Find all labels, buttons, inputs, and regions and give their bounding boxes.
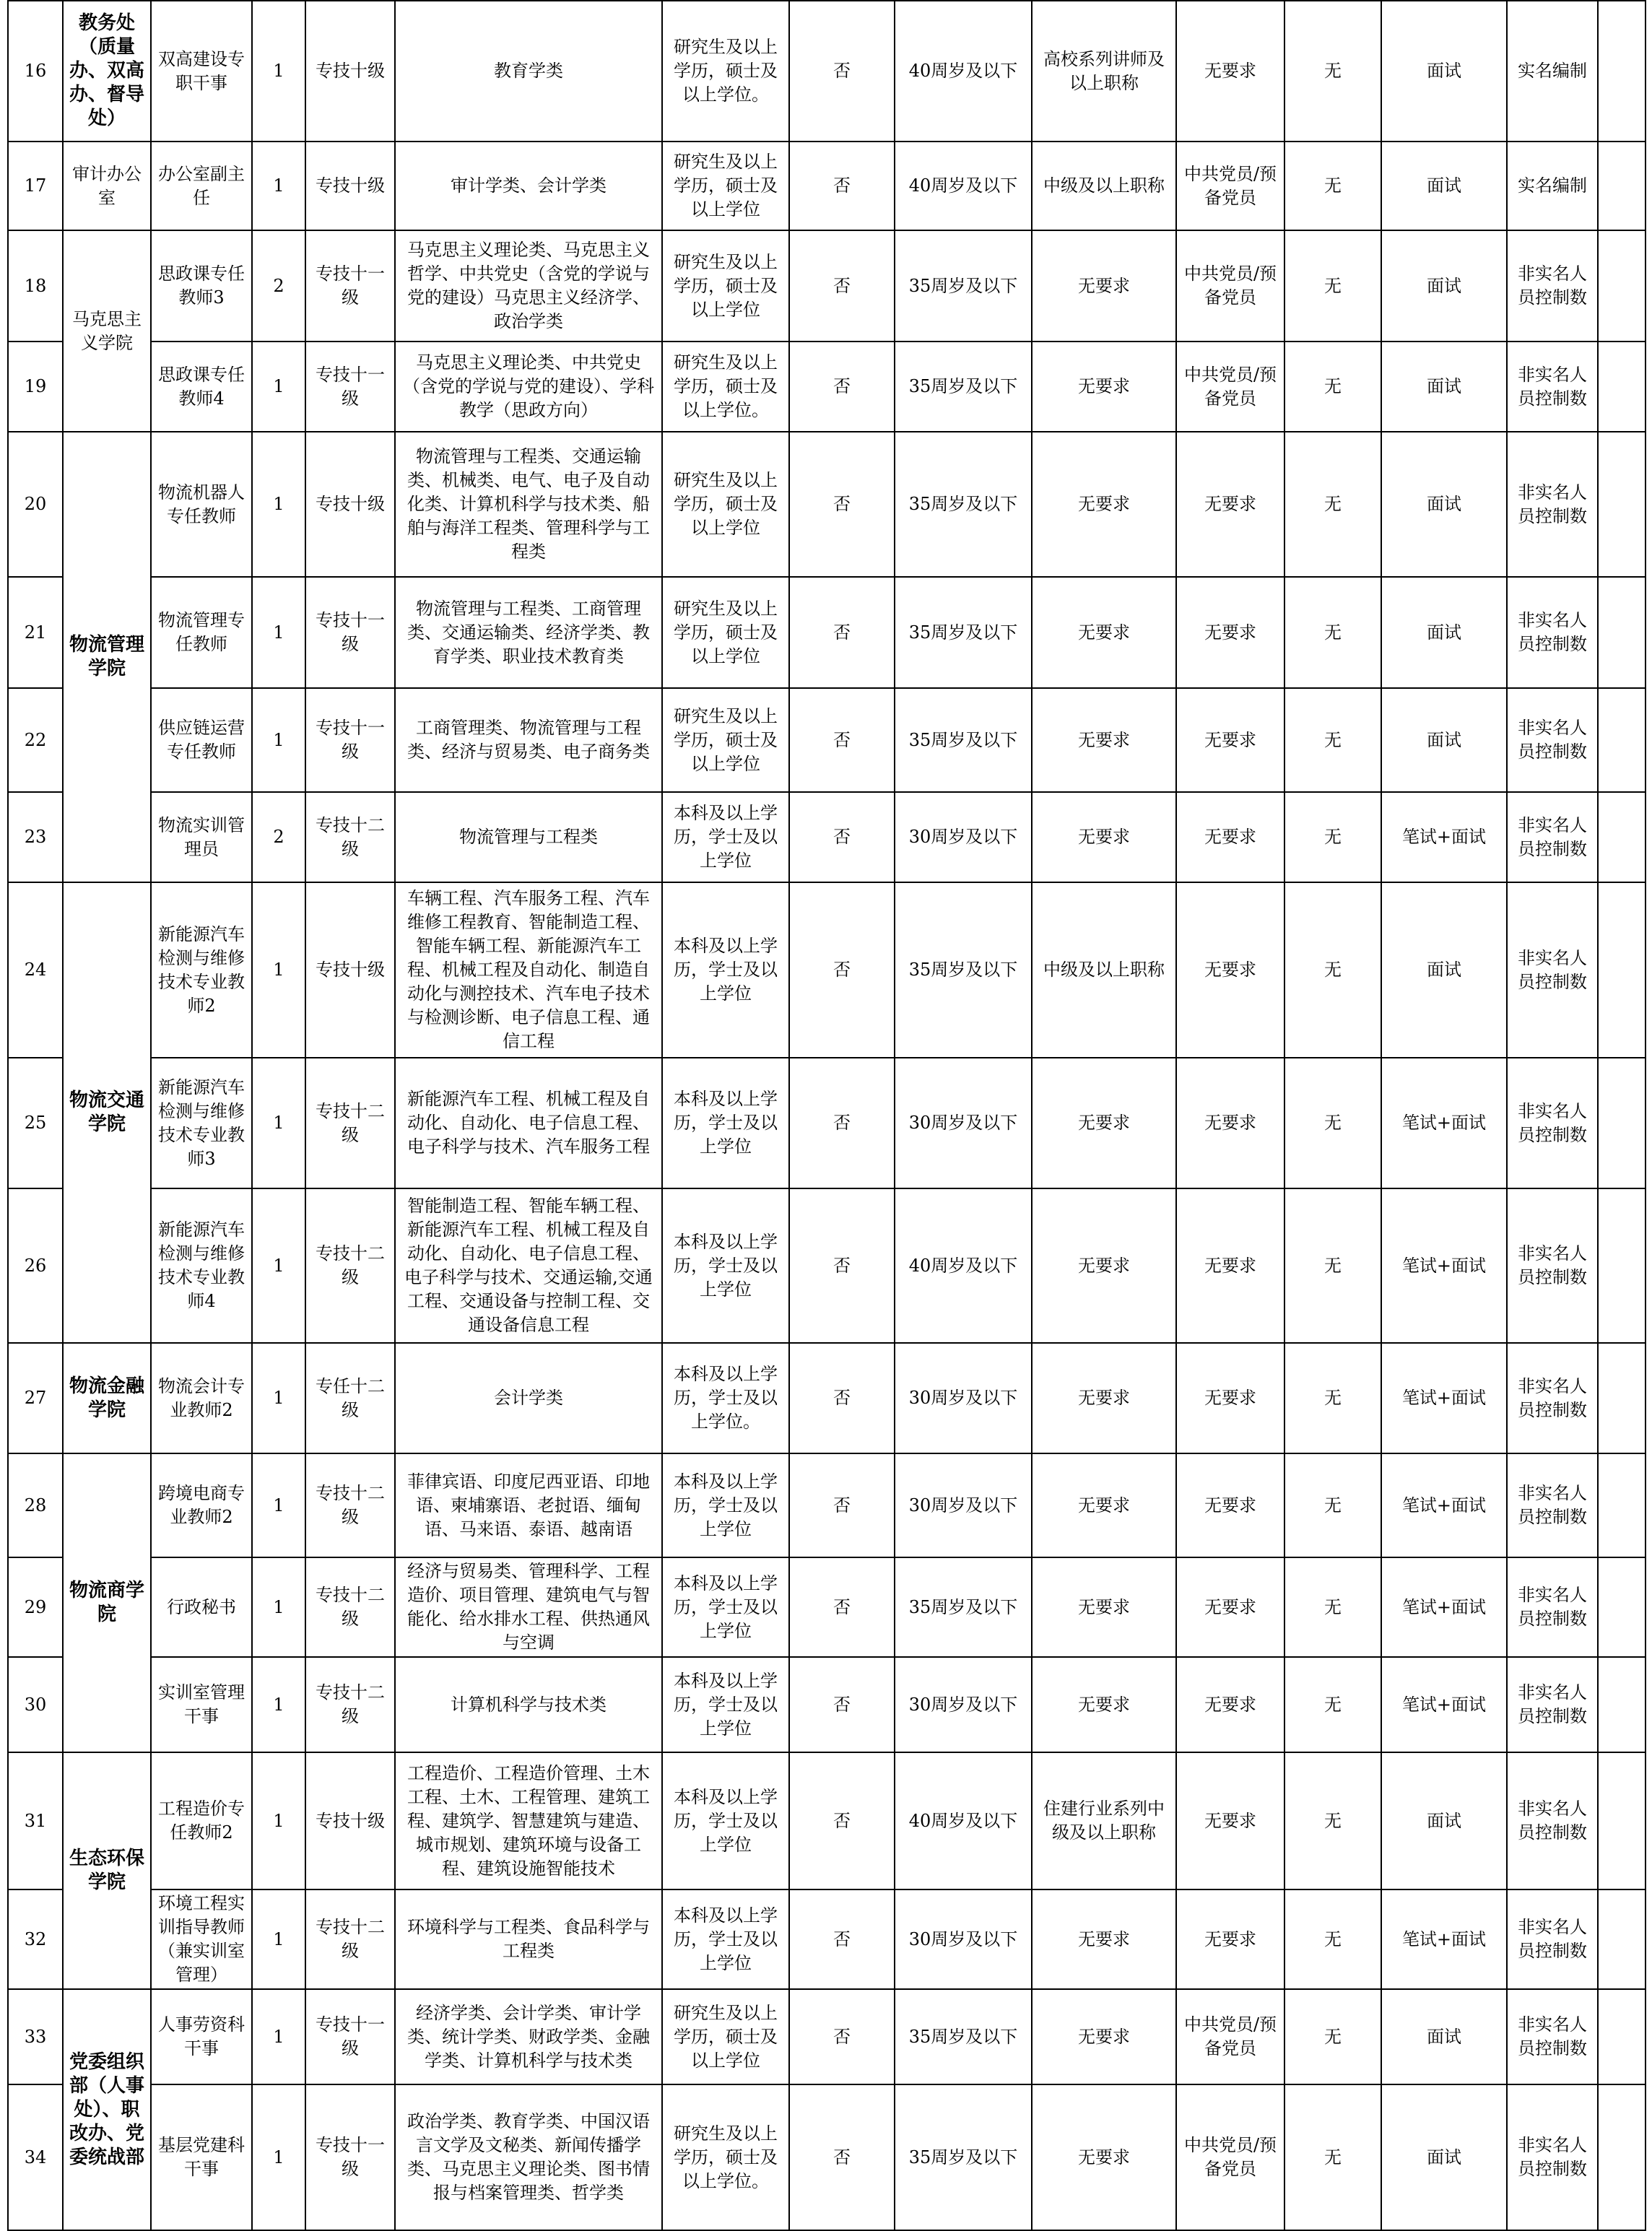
education-requirement: 研究生及以上学历，硕士及以上学位。 [662,1,789,142]
department-cell: 物流交通学院 [63,882,151,1343]
major-requirement: 物流管理与工程类 [395,792,662,882]
staffing-type: 非实名人员控制数 [1507,882,1598,1058]
department-cell: 教务处（质量办、双高办、督导处） [63,1,151,142]
other-requirement: 无 [1284,142,1381,230]
exam-method: 笔试+面试 [1381,1453,1507,1557]
hiring-count: 2 [252,230,305,342]
blank-cell [1598,142,1646,230]
certificate-flag: 否 [789,577,895,688]
position-name: 环境工程实训指导教师（兼实训室管理） [151,1889,252,1989]
certificate-flag: 否 [789,1343,895,1453]
certificate-flag: 否 [789,1453,895,1557]
blank-cell [1598,342,1646,432]
exam-method: 面试 [1381,142,1507,230]
major-requirement: 计算机科学与技术类 [395,1657,662,1752]
hiring-count: 1 [252,1752,305,1889]
education-requirement: 本科及以上学历，学士及以上学位 [662,1453,789,1557]
row-number: 28 [8,1453,63,1557]
title-requirement: 无要求 [1032,1557,1176,1657]
education-requirement: 研究生及以上学历，硕士及以上学位 [662,1989,789,2084]
blank-cell [1598,1752,1646,1889]
position-name: 思政课专任教师4 [151,342,252,432]
title-requirement: 无要求 [1032,230,1176,342]
post-level: 专技十二级 [305,1557,395,1657]
blank-cell [1598,432,1646,577]
blank-cell [1598,1188,1646,1343]
title-requirement: 无要求 [1032,1343,1176,1453]
other-requirement: 无 [1284,432,1381,577]
major-requirement: 经济学类、会计学类、审计学类、统计学类、财政学类、金融学类、计算机科学与技术类 [395,1989,662,2084]
table-row [8,882,1646,1058]
other-requirement: 无 [1284,2084,1381,2230]
blank-cell [1598,688,1646,792]
row-number: 16 [8,1,63,142]
staffing-type: 非实名人员控制数 [1507,1989,1598,2084]
table-row [8,342,1646,432]
department-cell: 物流管理学院 [63,432,151,882]
position-name: 供应链运营专任教师 [151,688,252,792]
position-name: 跨境电商专业教师2 [151,1453,252,1557]
other-requirement: 无 [1284,342,1381,432]
blank-cell [1598,882,1646,1058]
major-requirement: 菲律宾语、印度尼西亚语、印地语、柬埔寨语、老挝语、缅甸语、马来语、泰语、越南语 [395,1453,662,1557]
certificate-flag: 否 [789,1989,895,2084]
title-requirement: 无要求 [1032,1889,1176,1989]
other-requirement: 无 [1284,577,1381,688]
table-row [8,432,1646,577]
major-requirement: 物流管理与工程类、交通运输类、机械类、电气、电子及自动化类、计算机科学与技术类、船舶与海洋工程类、管理科学与工程类 [395,432,662,577]
title-requirement: 无要求 [1032,1989,1176,2084]
major-requirement: 智能制造工程、智能车辆工程、新能源汽车工程、机械工程及自动化、自动化、电子信息工程、电子科学与技术、交通运输,交通工程、交通设备与控制工程、交通设备信息工程 [395,1188,662,1343]
education-requirement: 研究生及以上学历，硕士及以上学位。 [662,2084,789,2230]
other-requirement: 无 [1284,1557,1381,1657]
education-requirement: 本科及以上学历，学士及以上学位 [662,792,789,882]
table-row [8,792,1646,882]
major-requirement: 会计学类 [395,1343,662,1453]
age-requirement: 35周岁及以下 [895,1989,1032,2084]
political-requirement: 无要求 [1176,688,1284,792]
certificate-flag: 否 [789,342,895,432]
title-requirement: 无要求 [1032,1657,1176,1752]
other-requirement: 无 [1284,882,1381,1058]
other-requirement: 无 [1284,1752,1381,1889]
political-requirement: 无要求 [1176,577,1284,688]
staffing-type: 非实名人员控制数 [1507,1453,1598,1557]
post-level: 专技十一级 [305,688,395,792]
position-name: 物流机器人专任教师 [151,432,252,577]
table-row [8,577,1646,688]
row-number: 34 [8,2084,63,2230]
political-requirement: 无要求 [1176,1752,1284,1889]
other-requirement: 无 [1284,1453,1381,1557]
staffing-type: 非实名人员控制数 [1507,2084,1598,2230]
political-requirement: 无要求 [1176,882,1284,1058]
position-name: 人事劳资科干事 [151,1989,252,2084]
staffing-type: 非实名人员控制数 [1507,1889,1598,1989]
table-row [8,1,1646,142]
exam-method: 面试 [1381,577,1507,688]
education-requirement: 本科及以上学历，学士及以上学位。 [662,1343,789,1453]
education-requirement: 本科及以上学历，学士及以上学位 [662,1889,789,1989]
other-requirement: 无 [1284,1343,1381,1453]
age-requirement: 40周岁及以下 [895,142,1032,230]
major-requirement: 政治学类、教育学类、中国汉语言文学及文秘类、新闻传播学类、马克思主义理论类、图书情报与档案管理类、哲学类 [395,2084,662,2230]
education-requirement: 本科及以上学历，学士及以上学位 [662,1557,789,1657]
exam-method: 面试 [1381,432,1507,577]
education-requirement: 本科及以上学历，学士及以上学位 [662,1657,789,1752]
post-level: 专技十二级 [305,1058,395,1188]
age-requirement: 35周岁及以下 [895,342,1032,432]
staffing-type: 非实名人员控制数 [1507,1557,1598,1657]
exam-method: 面试 [1381,1752,1507,1889]
table-row [8,1989,1646,2084]
recruitment-table [7,0,1646,2231]
title-requirement: 无要求 [1032,1453,1176,1557]
age-requirement: 30周岁及以下 [895,1453,1032,1557]
certificate-flag: 否 [789,1058,895,1188]
exam-method: 面试 [1381,342,1507,432]
position-name: 新能源汽车检测与维修技术专业教师4 [151,1188,252,1343]
position-name: 新能源汽车检测与维修技术专业教师3 [151,1058,252,1188]
major-requirement: 新能源汽车工程、机械工程及自动化、自动化、电子信息工程、电子科学与技术、汽车服务工程 [395,1058,662,1188]
row-number: 26 [8,1188,63,1343]
other-requirement: 无 [1284,1188,1381,1343]
title-requirement: 无要求 [1032,577,1176,688]
exam-method: 面试 [1381,1,1507,142]
title-requirement: 无要求 [1032,688,1176,792]
post-level: 专技十二级 [305,1188,395,1343]
staffing-type: 非实名人员控制数 [1507,1752,1598,1889]
staffing-type: 实名编制 [1507,1,1598,142]
post-level: 专技十二级 [305,792,395,882]
department-cell: 物流商学院 [63,1453,151,1752]
position-name: 物流管理专任教师 [151,577,252,688]
department-cell: 审计办公室 [63,142,151,230]
staffing-type: 非实名人员控制数 [1507,792,1598,882]
title-requirement: 高校系列讲师及以上职称 [1032,1,1176,142]
hiring-count: 1 [252,1188,305,1343]
blank-cell [1598,1657,1646,1752]
staffing-type: 实名编制 [1507,142,1598,230]
table-row [8,1657,1646,1752]
position-name: 行政秘书 [151,1557,252,1657]
row-number: 18 [8,230,63,342]
post-level: 专技十级 [305,142,395,230]
post-level: 专技十级 [305,882,395,1058]
title-requirement: 中级及以上职称 [1032,142,1176,230]
hiring-count: 1 [252,1058,305,1188]
staffing-type: 非实名人员控制数 [1507,342,1598,432]
major-requirement: 教育学类 [395,1,662,142]
hiring-count: 1 [252,142,305,230]
political-requirement: 中共党员/预备党员 [1176,230,1284,342]
staffing-type: 非实名人员控制数 [1507,1343,1598,1453]
blank-cell [1598,1,1646,142]
exam-method: 笔试+面试 [1381,1058,1507,1188]
political-requirement: 无要求 [1176,1453,1284,1557]
title-requirement: 无要求 [1032,1188,1176,1343]
table-row [8,1058,1646,1188]
political-requirement: 无要求 [1176,1188,1284,1343]
blank-cell [1598,1557,1646,1657]
row-number: 30 [8,1657,63,1752]
major-requirement: 马克思主义理论类、马克思主义哲学、中共党史（含党的学说与党的建设）马克思主义经济学、政治学类 [395,230,662,342]
education-requirement: 本科及以上学历，学士及以上学位 [662,1752,789,1889]
age-requirement: 35周岁及以下 [895,1557,1032,1657]
row-number: 31 [8,1752,63,1889]
table-row [8,1557,1646,1657]
certificate-flag: 否 [789,1557,895,1657]
blank-cell [1598,792,1646,882]
major-requirement: 马克思主义理论类、中共党史（含党的学说与党的建设）、学科教学（思政方向） [395,342,662,432]
position-name: 新能源汽车检测与维修技术专业教师2 [151,882,252,1058]
other-requirement: 无 [1284,1889,1381,1989]
department-cell: 党委组织部（人事处）、职改办、党委统战部 [63,1989,151,2230]
age-requirement: 35周岁及以下 [895,688,1032,792]
exam-method: 面试 [1381,688,1507,792]
major-requirement: 车辆工程、汽车服务工程、汽车维修工程教育、智能制造工程、智能车辆工程、新能源汽车工程、机械工程及自动化、制造自动化与测控技术、汽车电子技术与检测诊断、电子信息工程、通信工程 [395,882,662,1058]
hiring-count: 1 [252,2084,305,2230]
other-requirement: 无 [1284,1989,1381,2084]
position-name: 物流实训管理员 [151,792,252,882]
political-requirement: 无要求 [1176,1058,1284,1188]
position-name: 思政课专任教师3 [151,230,252,342]
age-requirement: 30周岁及以下 [895,1343,1032,1453]
political-requirement: 无要求 [1176,1557,1284,1657]
title-requirement: 无要求 [1032,432,1176,577]
row-number: 17 [8,142,63,230]
exam-method: 笔试+面试 [1381,1657,1507,1752]
certificate-flag: 否 [789,1889,895,1989]
row-number: 22 [8,688,63,792]
political-requirement: 中共党员/预备党员 [1176,1989,1284,2084]
post-level: 专技十二级 [305,1453,395,1557]
education-requirement: 研究生及以上学历，硕士及以上学位。 [662,342,789,432]
exam-method: 笔试+面试 [1381,1889,1507,1989]
political-requirement: 中共党员/预备党员 [1176,342,1284,432]
title-requirement: 无要求 [1032,2084,1176,2230]
other-requirement: 无 [1284,1657,1381,1752]
blank-cell [1598,1453,1646,1557]
post-level: 专技十一级 [305,230,395,342]
certificate-flag: 否 [789,1752,895,1889]
blank-cell [1598,1058,1646,1188]
political-requirement: 无要求 [1176,1889,1284,1989]
hiring-count: 1 [252,342,305,432]
age-requirement: 35周岁及以下 [895,2084,1032,2230]
political-requirement: 中共党员/预备党员 [1176,142,1284,230]
hiring-count: 1 [252,1989,305,2084]
table-row [8,1752,1646,1889]
title-requirement: 中级及以上职称 [1032,882,1176,1058]
staffing-type: 非实名人员控制数 [1507,230,1598,342]
education-requirement: 研究生及以上学历，硕士及以上学位 [662,142,789,230]
post-level: 专技十级 [305,432,395,577]
table-row [8,688,1646,792]
hiring-count: 1 [252,1,305,142]
certificate-flag: 否 [789,2084,895,2230]
age-requirement: 35周岁及以下 [895,230,1032,342]
row-number: 21 [8,577,63,688]
row-number: 20 [8,432,63,577]
table-row [8,1188,1646,1343]
row-number: 24 [8,882,63,1058]
post-level: 专技十一级 [305,342,395,432]
title-requirement: 住建行业系列中级及以上职称 [1032,1752,1176,1889]
post-level: 专技十级 [305,1752,395,1889]
post-level: 专技十一级 [305,1989,395,2084]
blank-cell [1598,2084,1646,2230]
table-row [8,2084,1646,2230]
other-requirement: 无 [1284,1,1381,142]
certificate-flag: 否 [789,1188,895,1343]
post-level: 专技十一级 [305,577,395,688]
exam-method: 笔试+面试 [1381,792,1507,882]
age-requirement: 40周岁及以下 [895,1188,1032,1343]
row-number: 19 [8,342,63,432]
department-cell: 物流金融学院 [63,1343,151,1453]
row-number: 23 [8,792,63,882]
certificate-flag: 否 [789,432,895,577]
exam-method: 笔试+面试 [1381,1188,1507,1343]
department-cell: 生态环保学院 [63,1752,151,1989]
blank-cell [1598,1343,1646,1453]
post-level: 专任十二级 [305,1343,395,1453]
age-requirement: 30周岁及以下 [895,792,1032,882]
hiring-count: 1 [252,1657,305,1752]
major-requirement: 审计学类、会计学类 [395,142,662,230]
education-requirement: 本科及以上学历，学士及以上学位 [662,882,789,1058]
position-name: 基层党建科干事 [151,2084,252,2230]
row-number: 27 [8,1343,63,1453]
education-requirement: 研究生及以上学历，硕士及以上学位 [662,230,789,342]
staffing-type: 非实名人员控制数 [1507,1188,1598,1343]
position-name: 实训室管理干事 [151,1657,252,1752]
blank-cell [1598,1989,1646,2084]
title-requirement: 无要求 [1032,342,1176,432]
exam-method: 笔试+面试 [1381,1557,1507,1657]
political-requirement: 中共党员/预备党员 [1176,2084,1284,2230]
political-requirement: 无要求 [1176,1657,1284,1752]
political-requirement: 无要求 [1176,792,1284,882]
exam-method: 面试 [1381,230,1507,342]
hiring-count: 1 [252,577,305,688]
age-requirement: 40周岁及以下 [895,1752,1032,1889]
certificate-flag: 否 [789,882,895,1058]
other-requirement: 无 [1284,688,1381,792]
row-number: 33 [8,1989,63,2084]
staffing-type: 非实名人员控制数 [1507,1058,1598,1188]
exam-method: 面试 [1381,882,1507,1058]
staffing-type: 非实名人员控制数 [1507,688,1598,792]
staffing-type: 非实名人员控制数 [1507,1657,1598,1752]
major-requirement: 工商管理类、物流管理与工程类、经济与贸易类、电子商务类 [395,688,662,792]
staffing-type: 非实名人员控制数 [1507,577,1598,688]
major-requirement: 经济与贸易类、管理科学、工程造价、项目管理、建筑电气与智能化、给水排水工程、供热通风与空调 [395,1557,662,1657]
row-number: 32 [8,1889,63,1989]
exam-method: 笔试+面试 [1381,1343,1507,1453]
age-requirement: 35周岁及以下 [895,577,1032,688]
education-requirement: 研究生及以上学历，硕士及以上学位 [662,577,789,688]
age-requirement: 35周岁及以下 [895,432,1032,577]
education-requirement: 本科及以上学历，学士及以上学位 [662,1058,789,1188]
other-requirement: 无 [1284,1058,1381,1188]
department-cell: 马克思主义学院 [63,230,151,432]
hiring-count: 1 [252,882,305,1058]
exam-method: 面试 [1381,2084,1507,2230]
exam-method: 面试 [1381,1989,1507,2084]
post-level: 专技十二级 [305,1657,395,1752]
hiring-count: 1 [252,1453,305,1557]
table-row [8,230,1646,342]
hiring-count: 1 [252,688,305,792]
position-name: 双高建设专职干事 [151,1,252,142]
political-requirement: 无要求 [1176,432,1284,577]
major-requirement: 环境科学与工程类、食品科学与工程类 [395,1889,662,1989]
post-level: 专技十二级 [305,1889,395,1989]
hiring-count: 1 [252,432,305,577]
hiring-count: 1 [252,1343,305,1453]
table-row [8,1343,1646,1453]
staffing-type: 非实名人员控制数 [1507,432,1598,577]
certificate-flag: 否 [789,142,895,230]
age-requirement: 35周岁及以下 [895,882,1032,1058]
post-level: 专技十一级 [305,2084,395,2230]
education-requirement: 研究生及以上学历，硕士及以上学位 [662,688,789,792]
title-requirement: 无要求 [1032,1058,1176,1188]
hiring-count: 1 [252,1557,305,1657]
blank-cell [1598,1889,1646,1989]
major-requirement: 工程造价、工程造价管理、土木工程、土木、工程管理、建筑工程、建筑学、智慧建筑与建造、城市规划、建筑环境与设备工程、建筑设施智能技术 [395,1752,662,1889]
row-number: 29 [8,1557,63,1657]
certificate-flag: 否 [789,1,895,142]
education-requirement: 研究生及以上学历，硕士及以上学位 [662,432,789,577]
major-requirement: 物流管理与工程类、工商管理类、交通运输类、经济学类、教育学类、职业技术教育类 [395,577,662,688]
certificate-flag: 否 [789,688,895,792]
table-row [8,1889,1646,1989]
age-requirement: 30周岁及以下 [895,1889,1032,1989]
other-requirement: 无 [1284,230,1381,342]
certificate-flag: 否 [789,792,895,882]
hiring-count: 1 [252,1889,305,1989]
certificate-flag: 否 [789,1657,895,1752]
table-body [8,1,1646,2230]
position-name: 物流会计专业教师2 [151,1343,252,1453]
age-requirement: 30周岁及以下 [895,1058,1032,1188]
row-number: 25 [8,1058,63,1188]
political-requirement: 无要求 [1176,1343,1284,1453]
hiring-count: 2 [252,792,305,882]
education-requirement: 本科及以上学历，学士及以上学位 [662,1188,789,1343]
other-requirement: 无 [1284,792,1381,882]
political-requirement: 无要求 [1176,1,1284,142]
certificate-flag: 否 [789,230,895,342]
title-requirement: 无要求 [1032,792,1176,882]
age-requirement: 30周岁及以下 [895,1657,1032,1752]
table-row [8,142,1646,230]
position-name: 工程造价专任教师2 [151,1752,252,1889]
table-row [8,1453,1646,1557]
position-name: 办公室副主任 [151,142,252,230]
post-level: 专技十级 [305,1,395,142]
blank-cell [1598,230,1646,342]
age-requirement: 40周岁及以下 [895,1,1032,142]
blank-cell [1598,577,1646,688]
